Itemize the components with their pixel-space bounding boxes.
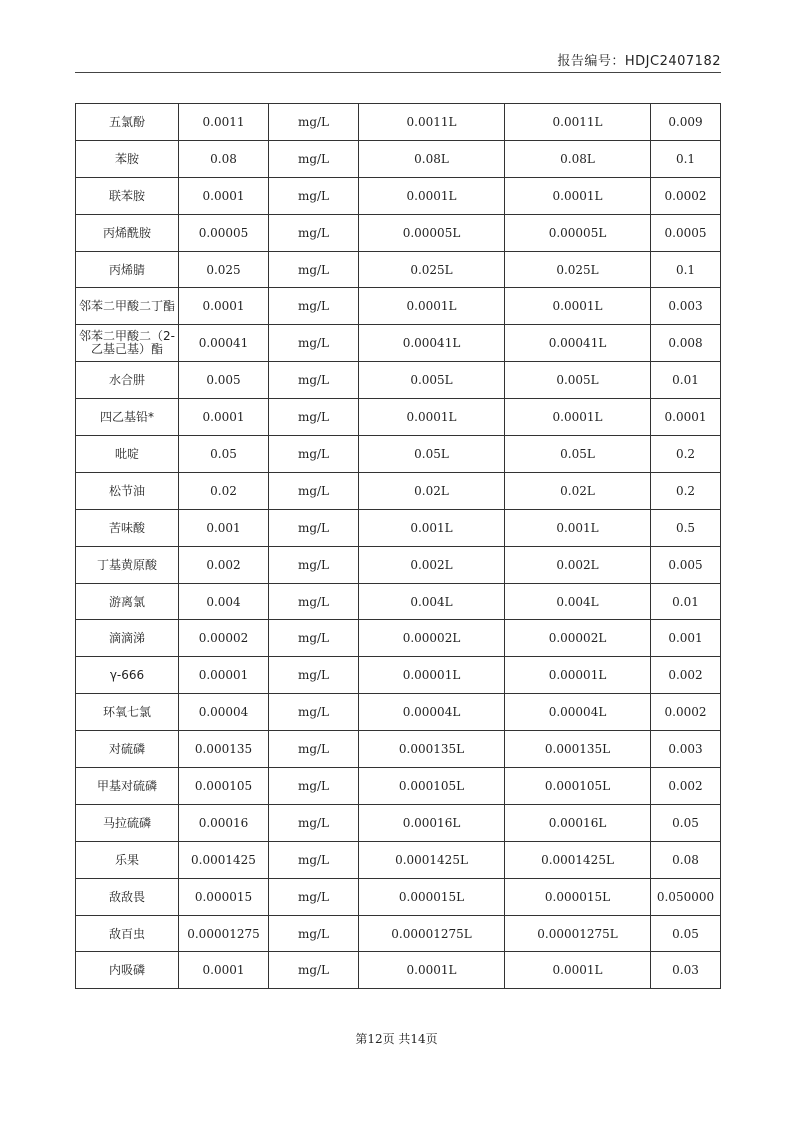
page-footer: 第12页 共14页 (355, 1032, 438, 1046)
table-row (76, 214, 721, 251)
standard-limit-cell: 0.0005 (651, 214, 721, 251)
analyte-name-cell: 甲基对硫磷 (76, 768, 179, 805)
analyte-name-cell: γ-666 (76, 657, 179, 694)
detection-limit-cell: 0.0011 (179, 104, 269, 141)
table-row (76, 140, 721, 177)
standard-limit-cell: 0.05 (651, 804, 721, 841)
result-value-1-cell: 0.0001L (359, 177, 505, 214)
detection-limit-cell: 0.00001 (179, 657, 269, 694)
table-row (76, 509, 721, 546)
standard-limit-cell: 0.005 (651, 546, 721, 583)
result-value-1-cell: 0.0011L (359, 104, 505, 141)
unit-cell: mg/L (269, 325, 359, 362)
result-value-2-cell: 0.004L (505, 583, 651, 620)
unit-cell: mg/L (269, 399, 359, 436)
unit-cell: mg/L (269, 952, 359, 989)
detection-limit-cell: 0.0001 (179, 952, 269, 989)
unit-cell: mg/L (269, 546, 359, 583)
detection-limit-cell: 0.00005 (179, 214, 269, 251)
unit-cell: mg/L (269, 878, 359, 915)
unit-cell: mg/L (269, 509, 359, 546)
unit-cell: mg/L (269, 731, 359, 768)
analyte-name-cell: 内吸磷 (76, 952, 179, 989)
detection-limit-cell: 0.001 (179, 509, 269, 546)
standard-limit-cell: 0.08 (651, 841, 721, 878)
table-row (76, 878, 721, 915)
unit-cell: mg/L (269, 583, 359, 620)
result-value-1-cell: 0.00001L (359, 657, 505, 694)
analyte-name-cell: 苦味酸 (76, 509, 179, 546)
standard-limit-cell: 0.002 (651, 657, 721, 694)
analyte-name-cell: 马拉硫磷 (76, 804, 179, 841)
table-row (76, 288, 721, 325)
result-value-2-cell: 0.02L (505, 472, 651, 509)
standard-limit-cell: 0.2 (651, 472, 721, 509)
result-value-2-cell: 0.00002L (505, 620, 651, 657)
result-value-2-cell: 0.08L (505, 140, 651, 177)
table-row (76, 731, 721, 768)
result-value-2-cell: 0.00016L (505, 804, 651, 841)
analyte-name-cell: 四乙基铅* (76, 399, 179, 436)
result-value-1-cell: 0.00005L (359, 214, 505, 251)
unit-cell: mg/L (269, 657, 359, 694)
standard-limit-cell: 0.002 (651, 768, 721, 805)
analyte-name-cell: 吡啶 (76, 436, 179, 473)
standard-limit-cell: 0.05 (651, 915, 721, 952)
unit-cell: mg/L (269, 251, 359, 288)
standard-limit-cell: 0.009 (651, 104, 721, 141)
analyte-name-cell: 对硫磷 (76, 731, 179, 768)
table-row (76, 768, 721, 805)
table-row (76, 694, 721, 731)
table-row (76, 251, 721, 288)
unit-cell: mg/L (269, 214, 359, 251)
result-value-1-cell: 0.000015L (359, 878, 505, 915)
report-number: 报告编号：HDJC2407182 (557, 54, 721, 69)
result-value-2-cell: 0.05L (505, 436, 651, 473)
result-value-1-cell: 0.00004L (359, 694, 505, 731)
standard-limit-cell: 0.03 (651, 952, 721, 989)
result-value-2-cell: 0.001L (505, 509, 651, 546)
table-row (76, 104, 721, 141)
result-value-1-cell: 0.00041L (359, 325, 505, 362)
result-value-1-cell: 0.025L (359, 251, 505, 288)
unit-cell: mg/L (269, 177, 359, 214)
table-row (76, 177, 721, 214)
table-row (76, 583, 721, 620)
detection-limit-cell: 0.00004 (179, 694, 269, 731)
detection-limit-cell: 0.00002 (179, 620, 269, 657)
detection-limit-cell: 0.0001425 (179, 841, 269, 878)
result-value-1-cell: 0.0001425L (359, 841, 505, 878)
result-value-2-cell: 0.00001L (505, 657, 651, 694)
result-value-1-cell: 0.0001L (359, 952, 505, 989)
unit-cell: mg/L (269, 915, 359, 952)
result-value-2-cell: 0.0011L (505, 104, 651, 141)
detection-limit-cell: 0.025 (179, 251, 269, 288)
header-divider (75, 72, 721, 73)
result-value-1-cell: 0.004L (359, 583, 505, 620)
result-value-1-cell: 0.00002L (359, 620, 505, 657)
result-value-1-cell: 0.000105L (359, 768, 505, 805)
table-row (76, 362, 721, 399)
detection-limit-cell: 0.0001 (179, 288, 269, 325)
unit-cell: mg/L (269, 841, 359, 878)
detection-limit-cell: 0.08 (179, 140, 269, 177)
detection-limit-cell: 0.004 (179, 583, 269, 620)
analyte-name-cell: 敌敌畏 (76, 878, 179, 915)
table-row (76, 399, 721, 436)
detection-limit-cell: 0.0001 (179, 399, 269, 436)
unit-cell: mg/L (269, 104, 359, 141)
unit-cell: mg/L (269, 620, 359, 657)
result-value-1-cell: 0.005L (359, 362, 505, 399)
standard-limit-cell: 0.050000 (651, 878, 721, 915)
standard-limit-cell: 0.0002 (651, 694, 721, 731)
results-table-body (76, 104, 721, 989)
result-value-2-cell: 0.00041L (505, 325, 651, 362)
result-value-2-cell: 0.0001L (505, 177, 651, 214)
standard-limit-cell: 0.008 (651, 325, 721, 362)
result-value-1-cell: 0.08L (359, 140, 505, 177)
unit-cell: mg/L (269, 362, 359, 399)
standard-limit-cell: 0.003 (651, 731, 721, 768)
result-value-1-cell: 0.0001L (359, 288, 505, 325)
result-value-2-cell: 0.0001L (505, 288, 651, 325)
standard-limit-cell: 0.003 (651, 288, 721, 325)
analyte-name-cell: 邻苯二甲酸二丁酯 (76, 288, 179, 325)
analyte-name-cell: 邻苯二甲酸二（2-乙基己基）酯 (76, 325, 179, 362)
result-value-2-cell: 0.00004L (505, 694, 651, 731)
result-value-1-cell: 0.00016L (359, 804, 505, 841)
detection-limit-cell: 0.002 (179, 546, 269, 583)
unit-cell: mg/L (269, 694, 359, 731)
analyte-name-cell: 联苯胺 (76, 177, 179, 214)
standard-limit-cell: 0.2 (651, 436, 721, 473)
analyte-name-cell: 水合肼 (76, 362, 179, 399)
detection-limit-cell: 0.00001275 (179, 915, 269, 952)
analyte-name-cell: 乐果 (76, 841, 179, 878)
result-value-2-cell: 0.0001425L (505, 841, 651, 878)
detection-limit-cell: 0.05 (179, 436, 269, 473)
analyte-name-cell: 苯胺 (76, 140, 179, 177)
table-row (76, 325, 721, 362)
table-row (76, 472, 721, 509)
analyte-name-cell: 丁基黄原酸 (76, 546, 179, 583)
table-row (76, 804, 721, 841)
standard-limit-cell: 0.1 (651, 140, 721, 177)
result-value-2-cell: 0.000105L (505, 768, 651, 805)
results-table (75, 103, 721, 989)
detection-limit-cell: 0.000135 (179, 731, 269, 768)
unit-cell: mg/L (269, 288, 359, 325)
table-row (76, 620, 721, 657)
unit-cell: mg/L (269, 804, 359, 841)
analyte-name-cell: 滴滴涕 (76, 620, 179, 657)
standard-limit-cell: 0.0002 (651, 177, 721, 214)
result-value-1-cell: 0.000135L (359, 731, 505, 768)
analyte-name-cell: 丙烯腈 (76, 251, 179, 288)
analyte-name-cell: 敌百虫 (76, 915, 179, 952)
table-row (76, 915, 721, 952)
table-row (76, 657, 721, 694)
result-value-1-cell: 0.0001L (359, 399, 505, 436)
standard-limit-cell: 0.5 (651, 509, 721, 546)
table-row (76, 841, 721, 878)
unit-cell: mg/L (269, 472, 359, 509)
standard-limit-cell: 0.1 (651, 251, 721, 288)
detection-limit-cell: 0.005 (179, 362, 269, 399)
detection-limit-cell: 0.000105 (179, 768, 269, 805)
detection-limit-cell: 0.000015 (179, 878, 269, 915)
result-value-2-cell: 0.00005L (505, 214, 651, 251)
detection-limit-cell: 0.02 (179, 472, 269, 509)
result-value-2-cell: 0.025L (505, 251, 651, 288)
standard-limit-cell: 0.0001 (651, 399, 721, 436)
result-value-1-cell: 0.05L (359, 436, 505, 473)
analyte-name-cell: 游离氯 (76, 583, 179, 620)
detection-limit-cell: 0.00016 (179, 804, 269, 841)
analyte-name-cell: 环氧七氯 (76, 694, 179, 731)
unit-cell: mg/L (269, 436, 359, 473)
table-row (76, 436, 721, 473)
result-value-2-cell: 0.000015L (505, 878, 651, 915)
standard-limit-cell: 0.001 (651, 620, 721, 657)
analyte-name-cell: 松节油 (76, 472, 179, 509)
unit-cell: mg/L (269, 768, 359, 805)
result-value-2-cell: 0.005L (505, 362, 651, 399)
result-value-2-cell: 0.000135L (505, 731, 651, 768)
result-value-1-cell: 0.001L (359, 509, 505, 546)
result-value-2-cell: 0.00001275L (505, 915, 651, 952)
analyte-name-cell: 丙烯酰胺 (76, 214, 179, 251)
standard-limit-cell: 0.01 (651, 362, 721, 399)
result-value-1-cell: 0.00001275L (359, 915, 505, 952)
unit-cell: mg/L (269, 140, 359, 177)
result-value-1-cell: 0.02L (359, 472, 505, 509)
result-value-2-cell: 0.0001L (505, 952, 651, 989)
detection-limit-cell: 0.00041 (179, 325, 269, 362)
standard-limit-cell: 0.01 (651, 583, 721, 620)
result-value-2-cell: 0.002L (505, 546, 651, 583)
table-row (76, 546, 721, 583)
detection-limit-cell: 0.0001 (179, 177, 269, 214)
result-value-2-cell: 0.0001L (505, 399, 651, 436)
table-row (76, 952, 721, 989)
analyte-name-cell: 五氯酚 (76, 104, 179, 141)
result-value-1-cell: 0.002L (359, 546, 505, 583)
